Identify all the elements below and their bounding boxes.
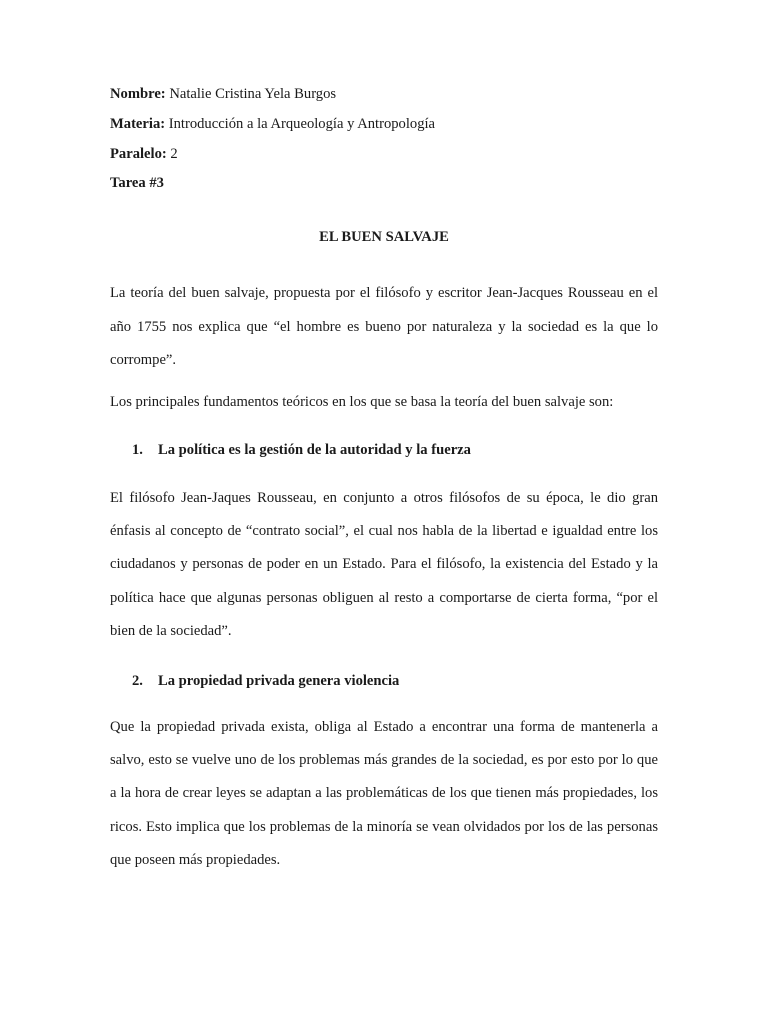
- document-title: EL BUEN SALVAJE: [319, 229, 449, 246]
- materia-line: [110, 114, 658, 134]
- paralelo-value: 2: [170, 145, 178, 162]
- materia-value: Introducción a la Arqueología y Antropología: [168, 115, 436, 132]
- section-2-number: 2.: [132, 672, 143, 689]
- tarea-line: [110, 173, 658, 193]
- nombre-label: Nombre:: [110, 86, 166, 102]
- section-1-heading: [110, 440, 658, 460]
- materia-label: Materia:: [110, 115, 166, 132]
- section-1-number: 1.: [132, 441, 143, 458]
- section-2-heading-text: La propiedad privada genera violencia: [158, 672, 400, 689]
- lead-paragraph: Los principales fundamentos teóricos en los que se basa la teoría del buen salvaje son:: [110, 393, 614, 410]
- section-1-body: El filósofo Jean-Jaques Rousseau, en conjunto a otros filósofos de su época, le dio gran énfasis al concepto de “contrato social”, el cual nos habla de la libertad e igualdad entre los ciudadanos y personas de poder en un Estado. Para el filósofo, la existencia del Estado y la política hace que algunas personas obliguen al resto a comportarse de cierta forma, “por el bien de la sociedad”.: [110, 489, 658, 640]
- section-2-heading: [110, 671, 658, 691]
- nombre-value: Natalie Cristina Yela Burgos: [169, 86, 337, 102]
- tarea-label: Tarea #3: [110, 175, 164, 192]
- paralelo-line: [110, 144, 658, 164]
- intro-paragraph: La teoría del buen salvaje, propuesta por el filósofo y escritor Jean-Jacques Rousseau en el año 1755 nos explica que “el hombre es bueno por naturaleza y la sociedad es la que lo corrompe”.: [110, 285, 658, 369]
- paralelo-label: Paralelo:: [110, 145, 167, 162]
- section-1-heading-text: La política es la gestión de la autoridad y la fuerza: [158, 441, 471, 458]
- nombre-line: [110, 84, 658, 104]
- section-2-body: Que la propiedad privada exista, obliga al Estado a encontrar una forma de mantenerla a salvo, esto se vuelve uno de los problemas más grandes de la sociedad, es por esto por lo que a la hora de crear leyes se adaptan a las problemáticas de los que tienen más propiedades, los ricos. Esto implica que los problemas de la minoría se vean olvidados por los de las personas que poseen más propiedades.: [110, 718, 658, 869]
